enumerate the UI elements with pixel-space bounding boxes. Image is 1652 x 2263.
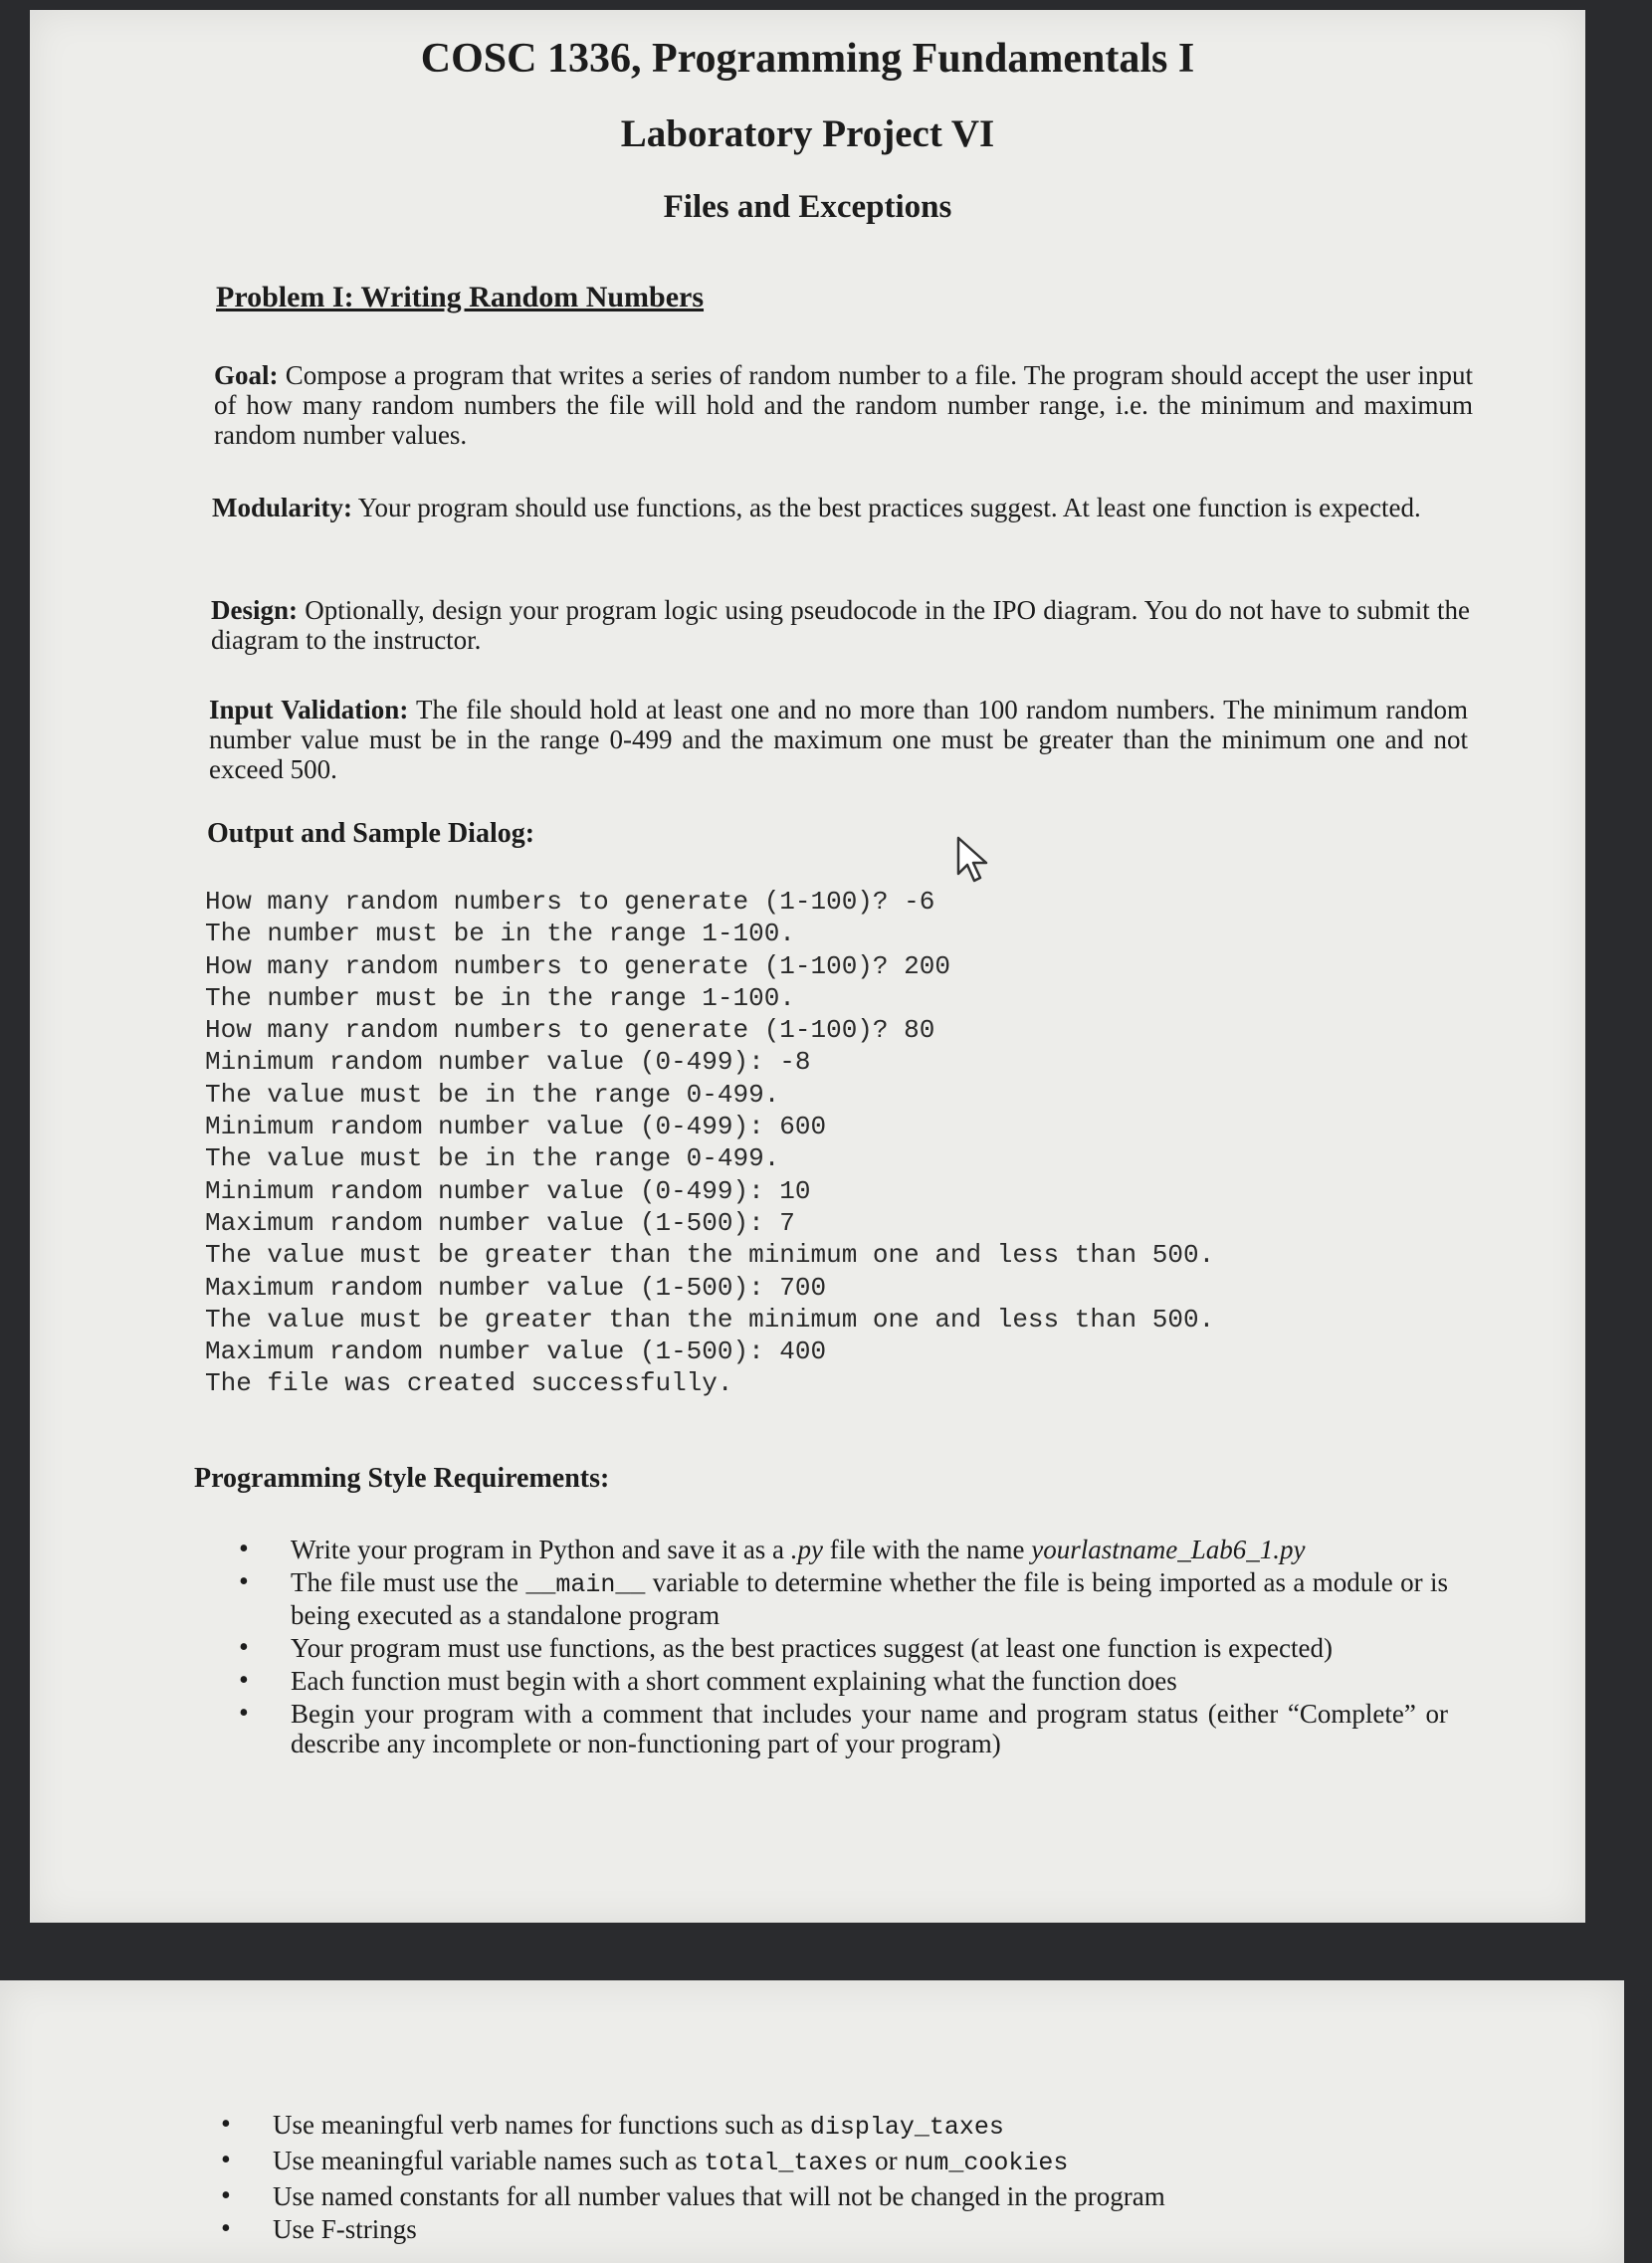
problem-heading: Problem I: Writing Random Numbers [216,281,705,313]
design-paragraph [211,595,1470,655]
goal-label: Goal: [214,360,279,390]
modularity-text: Your program should use functions, as the best practices suggest. At least one function is expected. [352,493,1421,522]
validation-paragraph [209,695,1468,784]
style-requirements-list [239,1535,1448,1761]
document-page-2 [0,1980,1624,2263]
dialog-line: How many random numbers to generate (1-100)? 200 [205,950,950,981]
list-item: • Use F-strings [221,2214,1515,2244]
goal-text: Compose a program that writes a series of random number to a file. The program should accept the user input of how many random numbers the file will hold and the random number range, i.e. the minimum and maximum random number values. [214,360,1473,450]
list-item: • Each function must begin with a short comment explaining what the function does [239,1666,1448,1696]
validation-label: Input Validation: [209,695,409,724]
style-heading: Programming Style Requirements: [194,1463,610,1494]
list-item: • Begin your program with a comment that includes your name and program status (either “Complete” or describe any incomplete or non-functioning part of your program) [239,1699,1448,1758]
list-item: • Use meaningful variable names such as total_taxes or num_cookies [221,2146,1515,2178]
dialog-line: Minimum random number value (0-499): 600 [205,1112,827,1142]
list-item: • Write your program in Python and save it as a .py file with the name yourlastname_Lab6_1.py [239,1535,1448,1564]
dialog-line: The value must be in the range 0-499. [205,1079,780,1110]
dialog-line: The value must be in the range 0-499. [205,1143,780,1174]
sample-dialog [205,886,1214,1400]
mouse-pointer-icon [955,836,991,884]
dialog-line: The value must be greater than the minimum one and less than 500. [205,1304,1215,1335]
list-item: • Use meaningful verb names for functions such as display_taxes [221,2110,1515,2143]
design-text: Optionally, design your program logic using pseudocode in the IPO diagram. You do not have to submit the diagram to the instructor. [211,595,1470,655]
dialog-line: The number must be in the range 1-100. [205,919,795,949]
modularity-label: Modularity: [212,493,352,522]
modularity-paragraph [212,493,1471,522]
dialog-line: Minimum random number value (0-499): 10 [205,1175,811,1206]
dialog-line: The file was created successfully. [205,1368,733,1399]
goal-paragraph [214,360,1473,450]
validation-text: The file should hold at least one and no more than 100 random numbers. The minimum random number value must be in the range 0-499 and the maximum one must be greater than the minimum one and not exceed 500. [209,695,1468,784]
dialog-line: Maximum random number value (1-500): 700 [205,1272,827,1303]
list-item: • Your program must use functions, as the best practices suggest (at least one function is expected) [239,1633,1448,1663]
output-heading: Output and Sample Dialog: [207,818,535,849]
list-item: • The file must use the __main__ variable to determine whether the file is being imported as a module or is being executed as a standalone program [239,1567,1448,1630]
list-item: • Use named constants for all number values that will not be changed in the program [221,2181,1515,2211]
topic-title: Files and Exceptions [663,189,952,225]
design-label: Design: [211,595,298,625]
dialog-line: Minimum random number value (0-499): -8 [205,1047,811,1078]
document-page-1 [30,10,1585,1923]
dialog-line: Maximum random number value (1-500): 400 [205,1337,827,1367]
style-requirements-list-continued [221,2110,1515,2247]
dialog-line: How many random numbers to generate (1-100)? -6 [205,887,935,917]
course-title: COSC 1336, Programming Fundamentals I [420,36,1195,82]
dialog-line: The number must be in the range 1-100. [205,982,795,1013]
dialog-line: The value must be greater than the minimum one and less than 500. [205,1240,1215,1271]
project-title: Laboratory Project VI [620,112,995,155]
dialog-line: Maximum random number value (1-500): 7 [205,1207,795,1238]
dialog-line: How many random numbers to generate (1-100)? 80 [205,1015,935,1046]
